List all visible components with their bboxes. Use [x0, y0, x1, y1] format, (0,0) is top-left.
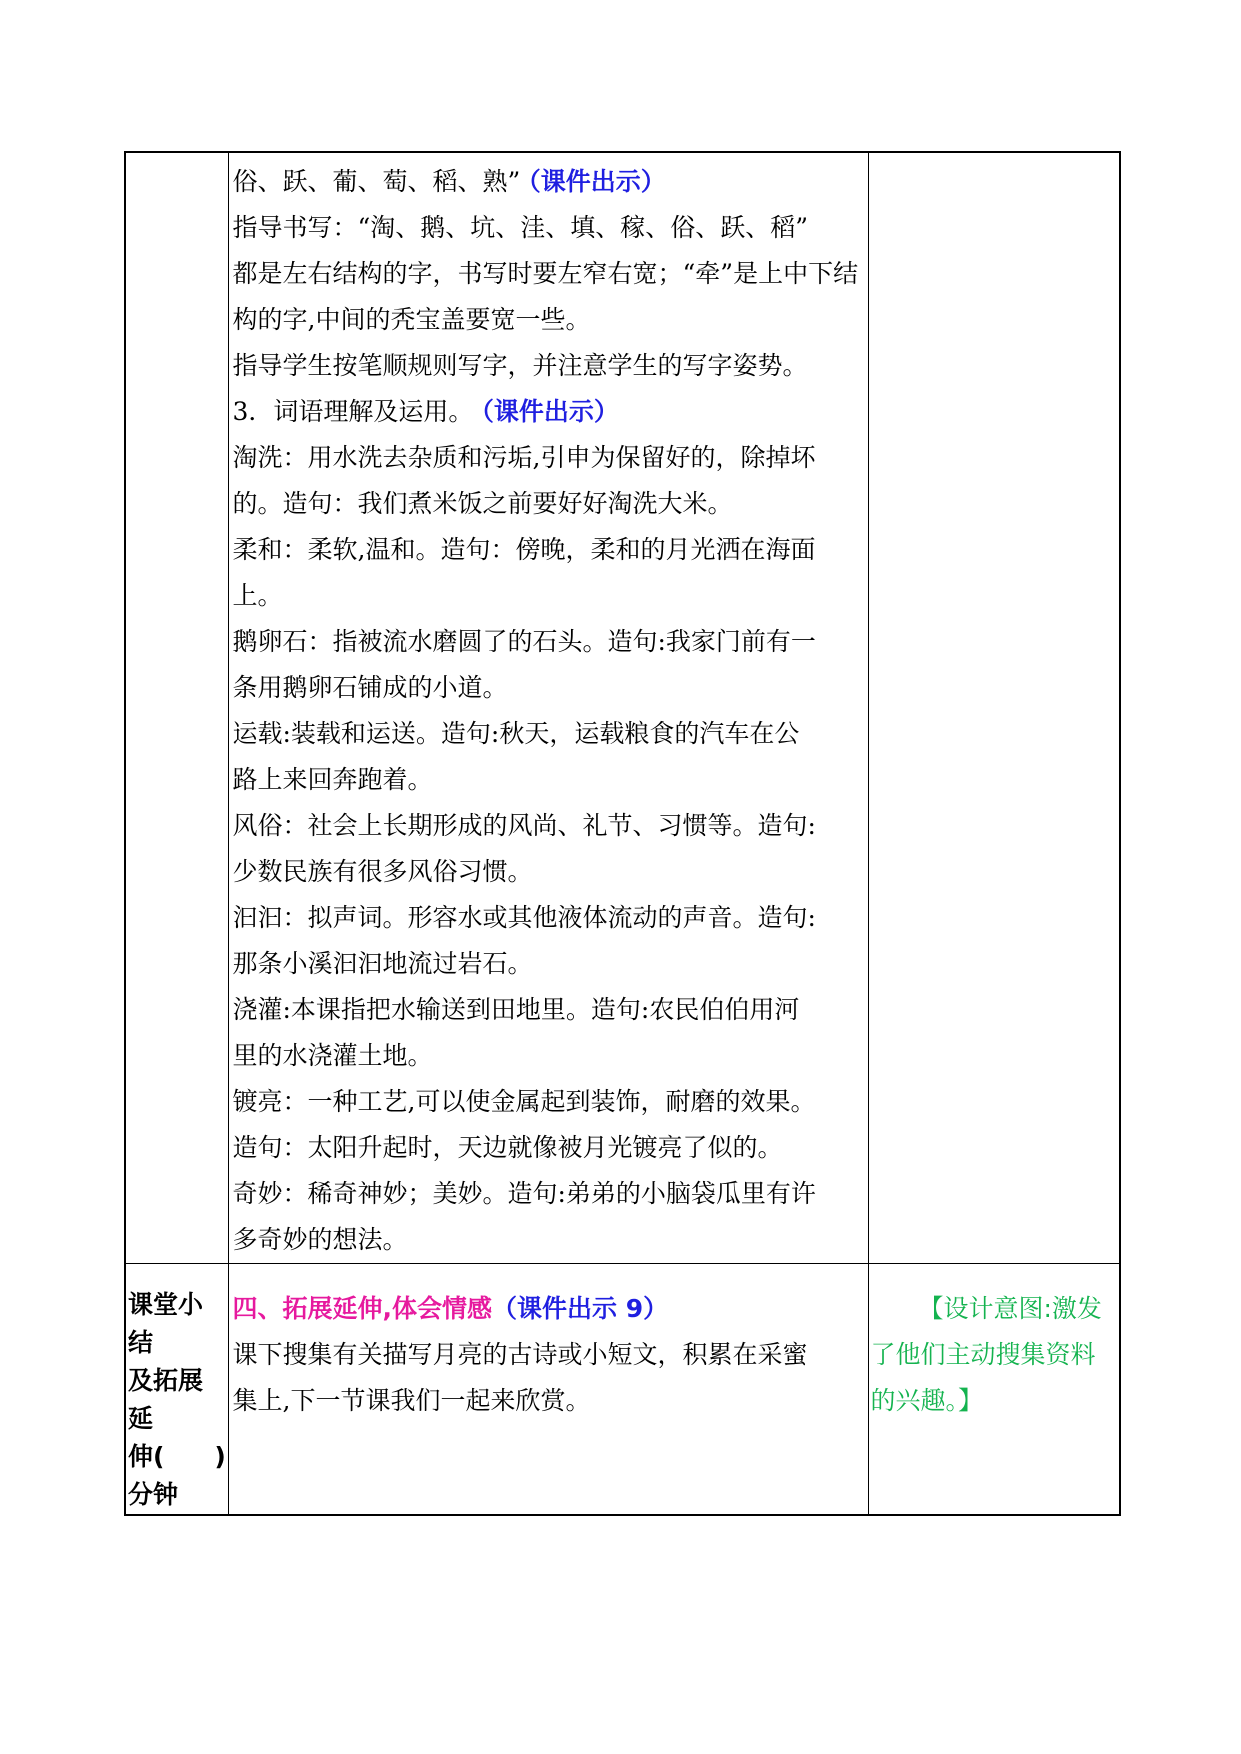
- line-text: 淘洗：用水洗去杂质和污垢,引申为保留好的，除掉坏: [232, 443, 816, 472]
- stage-label-cell: [125, 1264, 228, 1516]
- paragraph-line: [229, 895, 868, 941]
- stage-label-line: 分钟: [128, 1480, 179, 1509]
- paragraph-line: 课下搜集有关描写月亮的古诗或小短文，积累在采蜜: [232, 1340, 808, 1369]
- paragraph-line: [229, 711, 868, 757]
- line-text: 运载:装载和运送。造句:秋天，运载粮食的汽车在公: [232, 719, 800, 748]
- line-text: 鹅卵石：指被流水磨圆了的石头。造句:我家门前有一: [232, 627, 816, 656]
- paragraph-line: [229, 665, 868, 711]
- line-text: 3．词语理解及运用。: [232, 397, 474, 426]
- paragraph-line: [229, 159, 868, 205]
- paragraph-line: [229, 987, 868, 1033]
- section-heading: [229, 1286, 868, 1332]
- line-text: 浇灌:本课指把水输送到田地里。造句:农民伯伯用河: [232, 995, 800, 1024]
- line-text: 上。: [232, 581, 283, 610]
- courseware-note: （课件出示）: [528, 167, 666, 196]
- line-text: 镀亮：一种工艺,可以使金属起到装饰，耐磨的效果。: [232, 1087, 816, 1116]
- paragraph-line: [229, 619, 868, 665]
- paragraph-line: [229, 389, 868, 435]
- line-text: 那条小溪汩汩地流过岩石。: [232, 949, 533, 978]
- content-cell: [228, 152, 868, 1264]
- paragraph-line: [229, 343, 868, 389]
- design-intent-line: 的兴趣。】: [870, 1386, 984, 1415]
- line-text: 的。造句：我们煮米饭之前要好好淘洗大米。: [232, 489, 733, 518]
- stage-label-cell: [125, 152, 228, 1264]
- line-text: 俗、跃、葡、萄、稻、熟”: [232, 167, 521, 196]
- stage-label-line: 及拓展延: [128, 1366, 204, 1433]
- paragraph-line: [229, 803, 868, 849]
- paragraph-line: [229, 757, 868, 803]
- paragraph-line: [229, 297, 868, 343]
- line-text: 造句：太阳升起时，天边就像被月光镀亮了似的。: [232, 1133, 783, 1162]
- content-cell: [228, 1264, 868, 1516]
- line-text: 条用鹅卵石铺成的小道。: [232, 673, 508, 702]
- line-text: 指导书写：“淘、鹅、坑、洼、填、稼、俗、跃、稻”: [232, 213, 809, 242]
- line-text: 构的字,中间的秃宝盖要宽一些。: [232, 305, 591, 334]
- note-cell: [868, 1264, 1120, 1516]
- paragraph-line: 集上,下一节课我们一起来欣赏。: [232, 1386, 591, 1415]
- paragraph-line: [229, 527, 868, 573]
- lesson-plan-table: [124, 151, 1121, 1516]
- heading-text: 四、拓展延伸,体会情感: [232, 1294, 492, 1323]
- note-cell: [868, 152, 1120, 1264]
- design-intent-line: 了他们主动搜集资料: [870, 1340, 1096, 1369]
- stage-label-line: 伸( ): [128, 1442, 226, 1471]
- line-text: 汩汩：拟声词。形容水或其他液体流动的声音。造句:: [232, 903, 816, 932]
- paragraph-line: [229, 573, 868, 619]
- line-text: 奇妙：稀奇神妙；美妙。造句:弟弟的小脑袋瓜里有许: [232, 1179, 816, 1208]
- paragraph-line: [229, 481, 868, 527]
- courseware-note: （课件出示 9）: [492, 1294, 669, 1323]
- paragraph-line: [229, 1033, 868, 1079]
- paragraph-line: [229, 205, 868, 251]
- courseware-note: （课件出示）: [481, 397, 619, 426]
- paragraph-line: [229, 1125, 868, 1171]
- line-text: 路上来回奔跑着。: [232, 765, 433, 794]
- paragraph-line: [229, 1171, 868, 1217]
- paragraph-line: [229, 941, 868, 987]
- line-text: 里的水浇灌土地。: [232, 1041, 433, 1070]
- line-text: 风俗：社会上长期形成的风尚、礼节、习惯等。造句:: [232, 811, 816, 840]
- line-text: 多奇妙的想法。: [232, 1225, 408, 1254]
- design-intent-line: 【设计意图:激发: [918, 1294, 1102, 1323]
- line-text: 少数民族有很多风俗习惯。: [232, 857, 533, 886]
- table-row: [125, 1264, 1120, 1516]
- line-text: 指导学生按笔顺规则写字，并注意学生的写字姿势。: [232, 351, 808, 380]
- paragraph-line: [229, 849, 868, 895]
- line-text: 柔和：柔软,温和。造句：傍晚，柔和的月光洒在海面: [232, 535, 816, 564]
- paragraph-line: [229, 1079, 868, 1125]
- paragraph-line: [229, 435, 868, 481]
- stage-label-line: 课堂小结: [128, 1290, 204, 1357]
- line-text: 都是左右结构的字，书写时要左窄右宽；“牵”是上中下结: [232, 259, 859, 288]
- paragraph-line: [229, 251, 868, 297]
- paragraph-line: [229, 1217, 868, 1263]
- table-row: [125, 152, 1120, 1264]
